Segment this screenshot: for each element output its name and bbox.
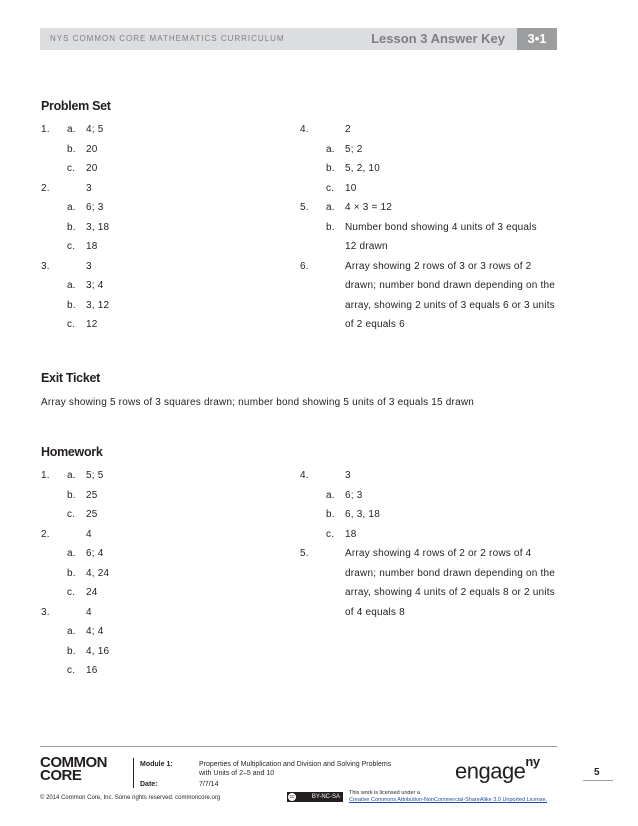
part-letter: a. <box>67 280 76 291</box>
answer-text: 4; 5 <box>86 124 104 135</box>
problem-number: 6. <box>300 260 309 272</box>
license-link[interactable]: Creative Commons Attribution-NonCommercial-ShareAlike 3.0 Unported License. <box>349 797 548 803</box>
part-letter: c. <box>326 528 335 540</box>
logo-line-1: COMMON <box>40 754 107 771</box>
answer-text: 12 <box>86 319 98 330</box>
part-letter: c. <box>67 509 76 520</box>
answer-text: 25 <box>86 509 98 520</box>
exit-ticket-heading: Exit Ticket <box>41 371 100 385</box>
answer-text: Array showing 2 rows of 3 or 3 rows of 2 <box>345 260 532 272</box>
answer-text: 12 drawn <box>345 241 388 252</box>
cc-badge-text: BY-NC-SA <box>311 794 340 800</box>
part-letter: b. <box>67 143 76 155</box>
homework-heading: Homework <box>41 445 103 459</box>
copyright-text: © 2014 Common Core, Inc. Some rights reserved. commoncore.org <box>40 795 221 801</box>
part-letter: b. <box>326 221 335 233</box>
answer-text: 3, 12 <box>86 299 110 311</box>
answer-text: 3, 18 <box>86 221 110 233</box>
answer-text: 20 <box>86 143 98 155</box>
module-title-line-2: with Units of 2–5 and 10 <box>199 770 275 777</box>
part-letter: b. <box>326 509 335 520</box>
answer-text: 6; 3 <box>345 489 363 501</box>
answer-text: 3 <box>86 182 92 194</box>
answer-text: drawn; number bond drawn depending on the <box>345 280 556 291</box>
ny-text: ny <box>525 754 540 769</box>
part-letter: a. <box>67 202 76 213</box>
part-letter: a. <box>67 626 76 637</box>
problem-number: 5. <box>300 548 309 559</box>
part-letter: c. <box>67 665 76 676</box>
answer-text: of 4 equals 8 <box>345 606 405 618</box>
module-label: Module 1: <box>140 761 173 768</box>
cc-license-badge[interactable] <box>287 792 343 802</box>
part-letter: c. <box>67 163 76 174</box>
answer-text: 6; 3 <box>86 202 104 213</box>
footer-separator <box>133 758 134 788</box>
grade-module-badge: 3•1 <box>517 28 557 50</box>
problem-number: 4. <box>300 470 309 481</box>
answer-text: array, showing 4 units of 2 equals 8 or 2 units <box>345 587 555 598</box>
date-label: Date: <box>140 781 158 788</box>
part-letter: b. <box>67 221 76 233</box>
part-letter: b. <box>326 163 335 174</box>
engageny-logo <box>455 754 540 784</box>
part-letter: a. <box>326 202 335 213</box>
lesson-title: Lesson 3 Answer Key <box>371 31 505 46</box>
problem-number: 3. <box>41 606 50 618</box>
answer-text: 10 <box>345 182 357 194</box>
part-letter: a. <box>326 489 335 501</box>
module-title-line-1: Properties of Multiplication and Division and Solving Problems <box>199 761 392 768</box>
part-letter: b. <box>67 645 76 657</box>
answer-text: 6, 3, 18 <box>345 509 380 520</box>
page-number: 5 <box>594 767 600 778</box>
answer-text: 18 <box>86 241 98 252</box>
curriculum-label: NYS COMMON CORE MATHEMATICS CURRICULUM <box>50 34 285 43</box>
part-letter: c. <box>67 587 76 598</box>
answer-text: 4, 24 <box>86 567 110 579</box>
answer-text: 5; 5 <box>86 470 104 481</box>
answer-text: 20 <box>86 163 98 174</box>
answer-text: 16 <box>86 665 98 676</box>
answer-text: 4; 4 <box>86 626 104 637</box>
answer-text: 3 <box>86 260 92 272</box>
answer-text: 18 <box>345 528 357 540</box>
part-letter: a. <box>67 548 76 559</box>
engage-text: engage <box>455 758 526 784</box>
answer-text: 3 <box>345 470 351 481</box>
part-letter: c. <box>67 241 76 252</box>
answer-text: 5; 2 <box>345 143 363 155</box>
answer-text: Array showing 4 rows of 2 or 2 rows of 4 <box>345 548 532 559</box>
answer-text: 3; 4 <box>86 280 104 291</box>
answer-text: 24 <box>86 587 98 598</box>
part-letter: c. <box>326 182 335 194</box>
logo-line-2: CORE <box>40 767 82 784</box>
problem-number: 1. <box>41 124 50 135</box>
problem-number: 5. <box>300 202 309 213</box>
answer-text: 4 <box>86 606 92 618</box>
answer-text: 25 <box>86 489 98 501</box>
answer-text: of 2 equals 6 <box>345 319 405 330</box>
problem-number: 4. <box>300 124 309 135</box>
page-number-rule <box>583 780 613 781</box>
part-letter: b. <box>67 299 76 311</box>
common-core-logo <box>40 756 107 782</box>
problem-number: 1. <box>41 470 50 481</box>
answer-text: array, showing 2 units of 3 equals 6 or 3 units <box>345 299 555 311</box>
exit-ticket-answer: Array showing 5 rows of 3 squares drawn; number bond showing 5 units of 3 equals 15 drawn <box>41 397 475 408</box>
answer-text: 5, 2, 10 <box>345 163 380 174</box>
answer-text: 4 × 3 = 12 <box>345 202 393 213</box>
problem-set-heading: Problem Set <box>41 99 111 113</box>
problem-number: 2. <box>41 182 50 194</box>
answer-text: Number bond showing 4 units of 3 equals <box>345 221 537 233</box>
part-letter: c. <box>67 319 76 330</box>
problem-number: 3. <box>41 260 50 272</box>
problem-number: 2. <box>41 528 50 540</box>
answer-text: 4, 16 <box>86 645 110 657</box>
page-header <box>40 28 557 50</box>
cc-icon: cc <box>289 794 295 800</box>
footer-divider <box>40 746 557 747</box>
answer-text: 2 <box>345 124 351 135</box>
answer-text: 6; 4 <box>86 548 104 559</box>
part-letter: b. <box>67 567 76 579</box>
date-value: 7/7/14 <box>199 781 219 788</box>
part-letter: a. <box>67 470 76 481</box>
part-letter: a. <box>67 124 76 135</box>
answer-text: drawn; number bond drawn depending on the <box>345 567 556 579</box>
part-letter: a. <box>326 143 335 155</box>
answer-text: 4 <box>86 528 92 540</box>
part-letter: b. <box>67 489 76 501</box>
license-intro: This work is licensed under a <box>349 790 420 796</box>
